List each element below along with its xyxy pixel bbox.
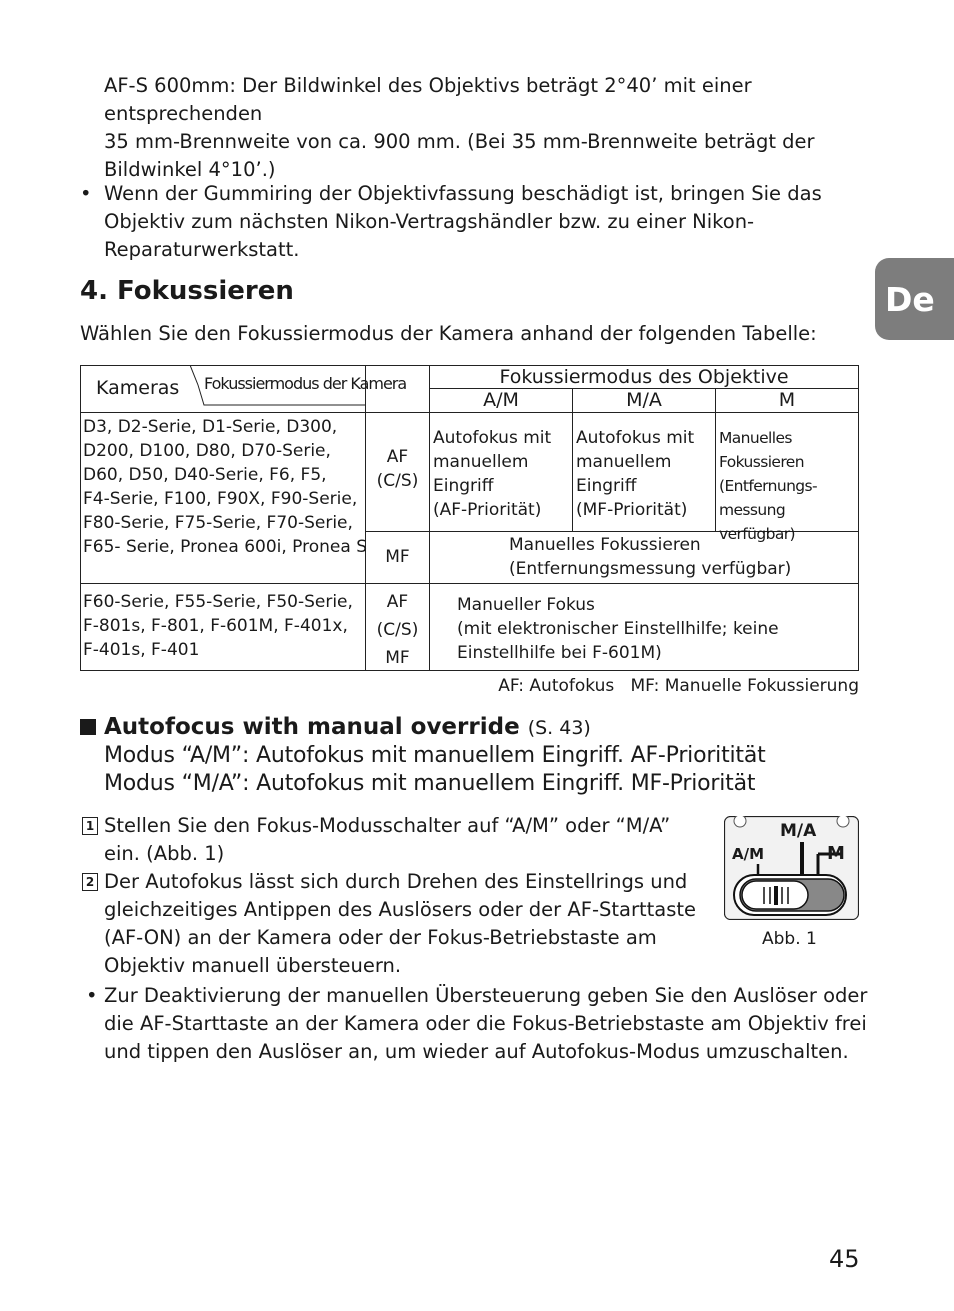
focus-mode-table	[80, 365, 859, 671]
focus-switch-figure	[724, 816, 859, 920]
cell-line: Autofokus mit	[576, 428, 695, 448]
camera-line: F-401s, F-401	[83, 640, 200, 660]
cell-line: (MF-Priorität)	[576, 500, 688, 520]
col-ma: M/A	[626, 389, 662, 411]
cell-line: (Entfernungs-	[719, 477, 818, 495]
note-line: und tippen den Auslöser an, um wieder auf Autofokus-Modus umzuschalten.	[104, 1040, 849, 1063]
page-number: 45	[829, 1245, 860, 1273]
row1-mf-mode: MF	[385, 547, 410, 567]
note-line: die AF-Starttaste an der Kamera oder die Fokus-Betriebstaste am Objektiv frei	[104, 1012, 867, 1035]
cell-line: Manuelles	[719, 429, 792, 447]
section-lead: Wählen Sie den Fokussiermodus der Kamera anhand der folgenden Tabelle:	[80, 322, 817, 345]
row1-m-cell	[719, 426, 859, 546]
bullet-line: Reparaturwerkstatt.	[104, 238, 300, 261]
language-tab: De	[875, 258, 954, 340]
col-am: A/M	[483, 389, 519, 411]
cell-line: (Entfernungsmessung verfügbar)	[509, 559, 792, 579]
label-am: A/M	[732, 845, 765, 863]
cell-line: (AF-Priorität)	[433, 500, 542, 520]
cell-line: Einstellhilfe bei F-601M)	[457, 643, 662, 663]
camera-line: F60-Serie, F55-Serie, F50-Serie,	[83, 592, 353, 612]
override-mode2: Modus “M/A”: Autofokus mit manuellem Eingriff. MF-Priorität	[104, 771, 756, 796]
row1-ma-cell	[576, 426, 694, 522]
square-bullet-icon	[80, 719, 96, 735]
table-legend: AF: Autofokus MF: Manuelle Fokussierung	[498, 676, 859, 696]
cell-line: (mit elektronischer Einstellhilfe; keine	[457, 619, 779, 639]
figure-caption: Abb. 1	[762, 929, 817, 949]
step-1-text	[104, 812, 670, 868]
col-m: M	[778, 389, 796, 411]
intro-line: entsprechenden	[104, 102, 263, 125]
mode-line: AF	[386, 447, 409, 467]
camera-line: D200, D100, D80, D70-Serie,	[83, 441, 331, 461]
header-kameras: Kameras	[96, 377, 180, 399]
row1-am-cell	[433, 426, 551, 522]
cell-line: Manuelles Fokussieren	[509, 535, 701, 555]
camera-line: F65- Serie, Pronea 600i, Pronea S	[83, 537, 367, 557]
intro-bullet-text	[104, 180, 822, 264]
mode-line: (C/S)	[376, 620, 419, 640]
label-ma: M/A	[780, 821, 817, 841]
cell-line: Eingriff	[433, 476, 494, 496]
override-mode1: Modus “A/M”: Autofokus mit manuellem Eingriff. AF-Prioritität	[104, 743, 766, 768]
camera-line: D60, D50, D40-Serie, F6, F5,	[83, 465, 327, 485]
row2-mode	[366, 588, 429, 672]
override-title: Autofocus with manual override	[104, 714, 520, 740]
row2-text	[457, 593, 779, 665]
cell-line: messung verfügbar)	[719, 501, 795, 543]
override-ref: (S. 43)	[527, 717, 591, 739]
cell-line: Eingriff	[576, 476, 637, 496]
cell-line: Manueller Fokus	[457, 595, 595, 615]
row1-cameras	[83, 415, 367, 559]
step-number-1: 1	[82, 817, 98, 835]
header-camera-mode: Fokussiermodus der Kamera	[204, 374, 407, 393]
override-heading	[80, 714, 591, 740]
camera-line: D3, D2-Serie, D1-Serie, D300,	[83, 417, 338, 437]
camera-line: F80-Serie, F75-Serie, F70-Serie,	[83, 513, 353, 533]
header-lens-mode: Fokussiermodus des Objektive	[499, 366, 789, 388]
intro-paragraph	[104, 72, 815, 184]
intro-line: Bildwinkel 4°10’.)	[104, 158, 276, 181]
bullet-marker: •	[80, 182, 92, 205]
row1-af-mode	[366, 445, 429, 493]
note-line: Zur Deaktivierung der manuellen Übersteuerung geben Sie den Auslöser oder	[104, 984, 868, 1007]
cell-line: manuellem	[433, 452, 529, 472]
step-2-text	[104, 868, 696, 980]
cell-line: Fokussieren	[719, 453, 804, 471]
step-line: ein. (Abb. 1)	[104, 842, 225, 865]
cell-line: manuellem	[576, 452, 672, 472]
step-line: (AF-ON) an der Kamera oder der Fokus-Betriebstaste am	[104, 926, 657, 949]
intro-line: 35 mm-Brennweite von ca. 900 mm. (Bei 35 mm-Brennweite beträgt der	[104, 130, 815, 153]
bullet-line: Objektiv zum nächsten Nikon-Vertragshändler bzw. zu einer Nikon-	[104, 210, 755, 233]
bullet-line: Wenn der Gummiring der Objektivfassung beschädigt ist, bringen Sie das	[104, 182, 822, 205]
note-text	[104, 982, 867, 1066]
cell-line: Autofokus mit	[433, 428, 552, 448]
intro-line: AF-S 600mm: Der Bildwinkel des Objektivs beträgt 2°40’ mit einer	[104, 74, 752, 97]
mode-line: MF	[385, 648, 410, 668]
step-line: Der Autofokus lässt sich durch Drehen des Einstellrings und	[104, 870, 688, 893]
mode-line: AF	[386, 592, 409, 612]
camera-line: F-801s, F-801, F-601M, F-401x,	[83, 616, 348, 636]
mode-line: (C/S)	[376, 471, 419, 491]
note-bullet: •	[86, 984, 98, 1007]
step-number-2: 2	[82, 873, 98, 891]
step-line: Objektiv manuell übersteuern.	[104, 954, 402, 977]
row2-cameras	[83, 590, 353, 662]
label-m: M	[827, 843, 845, 864]
row1-mf-text	[509, 533, 791, 581]
step-line: gleichzeitiges Antippen des Auslösers oder der AF-Starttaste	[104, 898, 697, 921]
step-line: Stellen Sie den Fokus-Modusschalter auf “A/M” oder “M/A”	[104, 814, 671, 837]
section-title: 4. Fokussieren	[80, 276, 294, 306]
camera-line: F4-Serie, F100, F90X, F90-Serie,	[83, 489, 358, 509]
